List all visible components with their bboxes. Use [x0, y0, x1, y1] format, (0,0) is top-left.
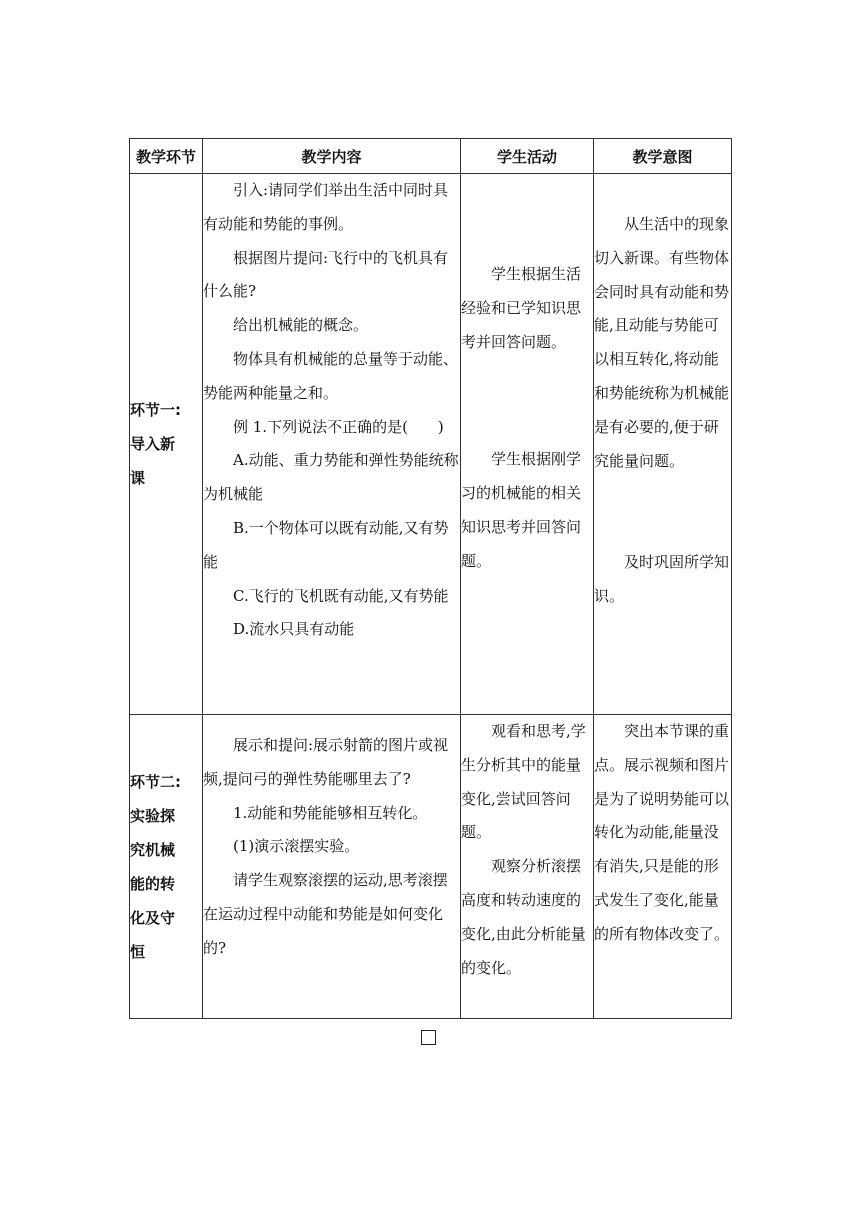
stage-text: 环节二: [130, 772, 181, 791]
content-paragraph: D.流水只具有动能 [233, 620, 355, 639]
table-row [130, 715, 732, 1019]
content-paragraph: C.飞行的飞机既有动能,又有势能 [233, 586, 449, 605]
content-cell [203, 715, 461, 1019]
content-paragraph: (1)演示滚摆实验。 [233, 837, 360, 856]
content-paragraph: 物体具有机械能的总量等于动能、势能两种能量之和。 [203, 349, 459, 402]
intent-paragraph: 从生活中的现象切入新课。有些物体会同时具有动能和势能,且动能与势能可以相互转化,将动能和势能统称为机械能是有必要的,便于研究能量问题。 [594, 215, 730, 470]
content-paragraph: 例 1.下列说法不正确的是( ) [233, 417, 444, 436]
intent-cell [594, 715, 732, 1019]
header-content: 教学内容 [203, 139, 461, 174]
content-paragraph: 根据图片提问:飞行中的飞机具有什么能? [203, 248, 449, 301]
intent-cell [594, 174, 732, 715]
stage-text: 能的转 [130, 874, 176, 893]
content-paragraph: B.一个物体可以既有动能,又有势能 [203, 518, 449, 571]
content-paragraph: 给出机械能的概念。 [233, 316, 369, 335]
content-cell [203, 174, 461, 715]
activity-paragraph: 观察分析滚摆高度和转动速度的变化,由此分析能量的变化。 [461, 857, 586, 977]
header-stage: 教学环节 [130, 139, 203, 174]
content-paragraph: 引入:请同学们举出生活中同时具有动能和势能的事例。 [203, 181, 449, 233]
stage-text: 实验探 [130, 806, 176, 825]
activity-paragraph: 学生根据刚学习的机械能的相关知识思考并回答问题。 [461, 450, 582, 570]
lesson-plan-table [129, 138, 732, 1019]
stage-text: 恒 [130, 942, 146, 961]
stage-text: 课 [130, 469, 146, 487]
activity-cell [461, 715, 594, 1019]
activity-cell [461, 174, 594, 715]
table-row [130, 174, 732, 715]
content-paragraph: 展示和提问:展示射箭的图片或视频,提问弓的弹性势能哪里去了? [203, 736, 449, 788]
header-activity: 学生活动 [461, 139, 594, 174]
content-paragraph: 1.动能和势能能够相互转化。 [233, 803, 428, 822]
stage-text: 究机械 [130, 840, 176, 859]
intent-paragraph: 突出本节课的重点。展示视频和图片是为了说明势能可以转化为动能,能量没有消失,只是能的形式发生了变化,能量的所有物体改变了。 [594, 722, 730, 943]
stage-cell [130, 174, 203, 715]
content-paragraph: A.动能、重力势能和弹性势能统称为机械能 [203, 451, 459, 504]
intent-paragraph: 及时巩固所学知识。 [594, 553, 730, 606]
header-row [130, 139, 732, 174]
activity-paragraph: 观看和思考,学生分析其中的能量变化,尝试回答问题。 [461, 722, 586, 842]
header-intent: 教学意图 [594, 139, 732, 174]
stage-text: 导入新 [130, 435, 176, 453]
activity-paragraph: 学生根据生活经验和已学知识思考并回答问题。 [461, 265, 582, 351]
stage-text: 环节一: [130, 401, 181, 419]
checkbox-icon[interactable] [421, 1030, 436, 1045]
stage-cell [130, 715, 203, 1019]
stage-text: 化及守 [130, 908, 176, 927]
content-paragraph: 请学生观察滚摆的运动,思考滚摆在运动过程中动能和势能是如何变化的? [203, 871, 448, 957]
